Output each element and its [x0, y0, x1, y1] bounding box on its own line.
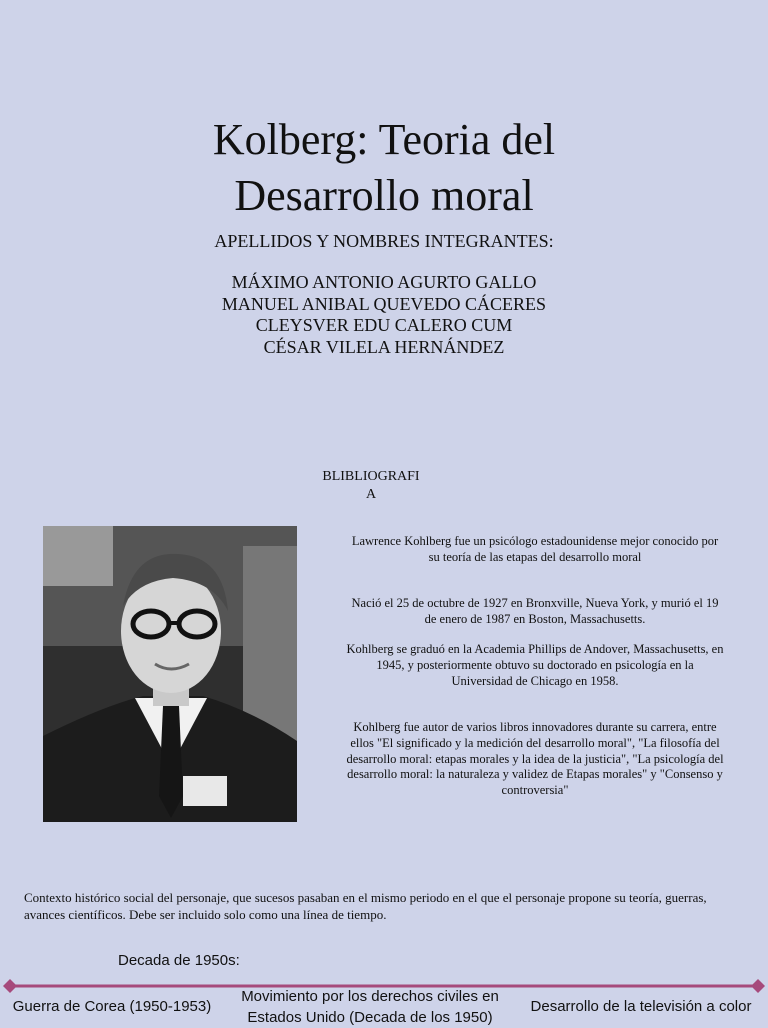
- member-name: MANUEL ANIBAL QUEVEDO CÁCERES: [221, 293, 547, 314]
- timeline-end-diamond-icon: [751, 979, 765, 993]
- bibliography-label: BLIBLIOGRAFI A: [322, 469, 420, 502]
- bio-paragraph: Lawrence Kohlberg fue un psicólogo estadounidense mejor conocido por su teoría de las etapas del desarrollo moral: [351, 534, 719, 564]
- members-heading: APELLIDOS Y NOMBRES INTEGRANTES:: [214, 231, 554, 251]
- portrait-photo: [43, 526, 297, 822]
- member-name: CLEYSVER EDU CALERO CUM: [255, 315, 513, 335]
- timeline-event: Desarrollo de la televisión a color: [530, 998, 752, 1015]
- timeline-event: Guerra de Corea (1950-1953): [12, 998, 212, 1015]
- education-paragraph: Kohlberg se graduó en la Academia Phillips de Andover, Massachusetts, en 1945, y posteriormente obtuvo su doctorado en psicología en la Universidad de Chicago en 1958.: [346, 642, 724, 688]
- member-name: MÁXIMO ANTONIO AGURTO GALLO: [231, 272, 537, 292]
- books-paragraph: Kohlberg fue autor de varios libros innovadores durante su carrera, entre ellos "El significado y la medición del desarrollo moral", "La filosofía del desarrollo moral: etapas morales y la idea de la justicia", "La psicología del desarrollo moral: la naturaleza y validez de Etapas morales" y "Consenso y controversia": [346, 720, 724, 798]
- page-title: Kolberg: Teoria del Desarrollo moral: [212, 115, 556, 220]
- member-name: CÉSAR VILELA HERNÁNDEZ: [263, 336, 505, 357]
- context-paragraph: Contexto histórico social del personaje, que sucesos pasaban en el mismo periodo en el que el personaje propone su teoría, guerras, avances científicos. Debe ser incluido solo como una línea de tiempo.: [24, 890, 707, 922]
- members-list: [0, 272, 768, 358]
- portrait-illustration: [43, 526, 297, 822]
- birth-paragraph: Nació el 25 de octubre de 1927 en Bronxville, Nueva York, y murió el 19 de enero de 1987 en Boston, Massachusetts.: [351, 596, 719, 626]
- timeline-event: Movimiento por los derechos civiles en Estados Unido (Decada de los 1950): [241, 988, 499, 1026]
- timeline-start-diamond-icon: [3, 979, 17, 993]
- decade-label: Decada de 1950s:: [118, 952, 240, 969]
